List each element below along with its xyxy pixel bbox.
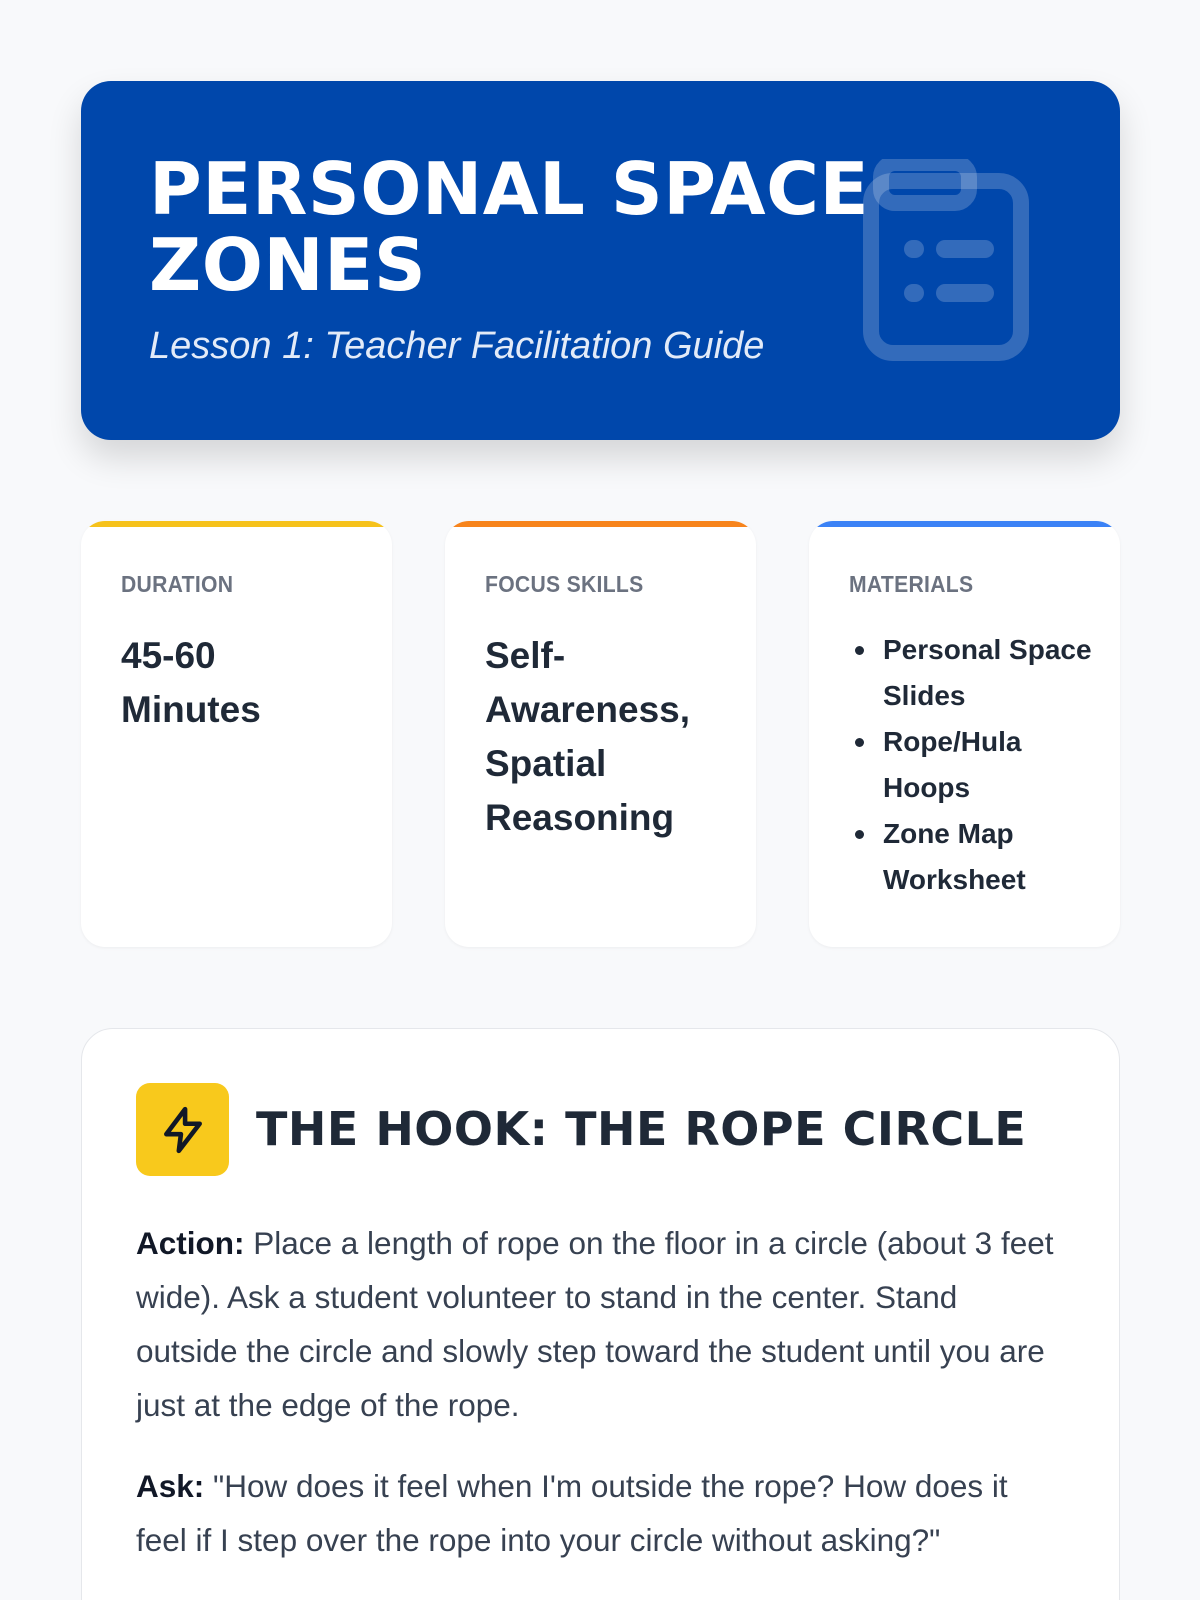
materials-label: MATERIALS <box>849 571 974 597</box>
focus-skills-card <box>445 521 756 947</box>
page-title: PERSONAL SPACE ZONES <box>149 147 870 307</box>
bullet-dot-icon <box>855 646 864 655</box>
focus-skills-label: FOCUS SKILLS <box>485 571 644 597</box>
materials-list <box>853 627 1103 903</box>
ask-paragraph <box>136 1459 1056 1567</box>
materials-item-text: Personal Space Slides <box>883 634 1092 711</box>
page-subtitle: Lesson 1: Teacher Facilitation Guide <box>149 325 765 367</box>
materials-item-text: Rope/Hula Hoops <box>883 726 1022 803</box>
list-item <box>853 627 1103 719</box>
hero-banner <box>81 81 1120 440</box>
materials-card <box>809 521 1120 947</box>
action-label: Action: <box>136 1225 245 1261</box>
materials-item-text: Zone Map Worksheet <box>883 818 1026 895</box>
list-item <box>853 719 1103 811</box>
hook-icon-badge <box>136 1083 229 1176</box>
hook-section <box>81 1028 1120 1600</box>
ask-text: "How does it feel when I'm outside the rope? How does it feel if I step over the rope into your circle without asking?" <box>136 1468 1008 1558</box>
lightning-bolt-icon <box>158 1105 208 1155</box>
action-paragraph <box>136 1216 1056 1432</box>
bullet-dot-icon <box>855 738 864 747</box>
duration-card <box>81 521 392 947</box>
action-text: Place a length of rope on the floor in a circle (about 3 feet wide). Ask a student volunteer to stand in the center. Stand outside the circle and slowly step toward the student until you are just at the edge of the rope. <box>136 1225 1054 1423</box>
duration-value: 45-60 Minutes <box>121 635 261 730</box>
ask-label: Ask: <box>136 1468 205 1504</box>
focus-skills-value: Self-Awareness, Spatial Reasoning <box>485 635 690 838</box>
list-item <box>853 811 1103 903</box>
bullet-dot-icon <box>855 830 864 839</box>
duration-label: DURATION <box>121 571 234 597</box>
section-title: THE HOOK: THE ROPE CIRCLE <box>256 1102 1027 1156</box>
